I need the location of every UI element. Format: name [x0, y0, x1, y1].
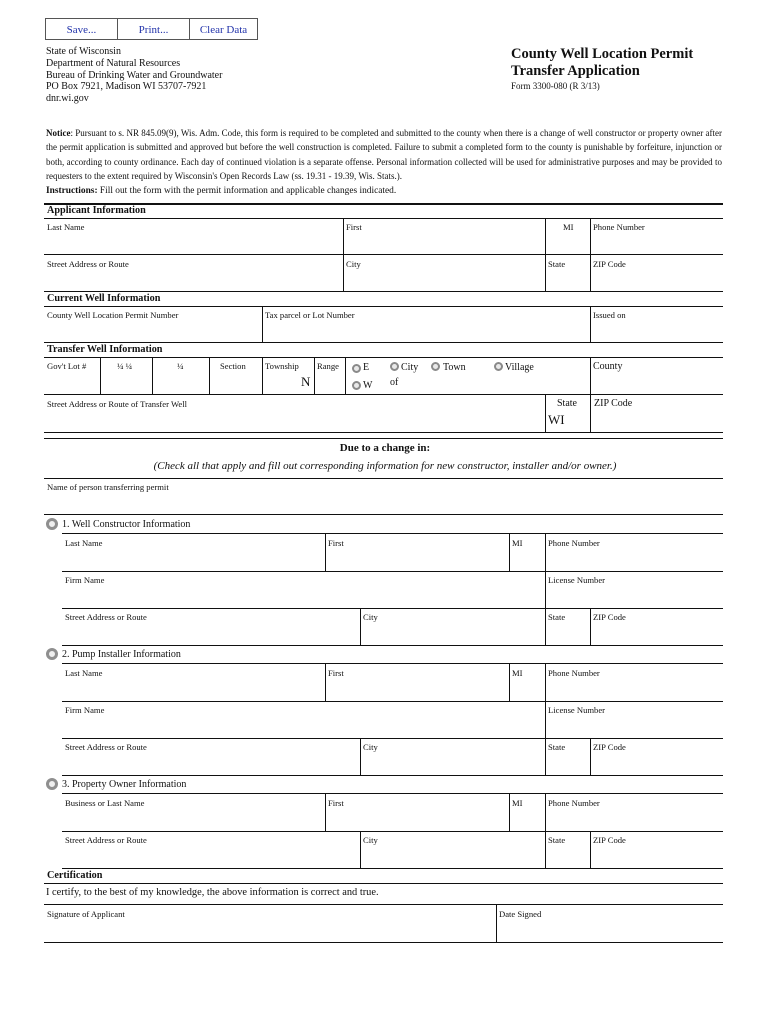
applicant-phone-field[interactable]: Phone Number — [593, 222, 645, 232]
transfer-zip-field[interactable]: ZIP Code — [594, 398, 633, 409]
of-label: of — [390, 377, 399, 388]
installer-zip-field[interactable]: ZIP Code — [593, 742, 626, 752]
applicant-street-field[interactable]: Street Address or Route — [47, 259, 129, 269]
issued-on-field[interactable]: Issued on — [593, 310, 626, 320]
transfer-street-field[interactable]: Street Address or Route of Transfer Well — [47, 399, 187, 409]
govt-lot-field[interactable]: Gov't Lot # — [47, 361, 87, 371]
applicant-mi-field[interactable]: MI — [563, 222, 574, 232]
transfer-state-label: State — [557, 398, 577, 409]
constructor-state-field[interactable]: State — [548, 612, 566, 622]
clear-data-button[interactable]: Clear Data — [189, 18, 258, 40]
owner-first-name-field[interactable]: First — [328, 798, 344, 808]
pump-installer-title: 2. Pump Installer Information — [62, 649, 181, 660]
installer-street-field[interactable]: Street Address or Route — [65, 742, 147, 752]
installer-firm-field[interactable]: Firm Name — [65, 705, 105, 715]
well-constructor-radio[interactable] — [46, 518, 58, 530]
property-owner-title: 3. Property Owner Information — [62, 779, 187, 790]
well-constructor-title: 1. Well Constructor Information — [62, 519, 191, 530]
pump-installer-radio[interactable] — [46, 648, 58, 660]
constructor-mi-field[interactable]: MI — [512, 538, 523, 548]
form-title-line: County Well Location Permit — [511, 46, 694, 62]
owner-last-name-field[interactable]: Business or Last Name — [65, 798, 145, 808]
agency-line: PO Box 7921, Madison WI 53707-7921 — [46, 81, 207, 93]
certification-statement: I certify, to the best of my knowledge, the above information is correct and true. — [46, 887, 379, 898]
installer-city-field[interactable]: City — [363, 742, 378, 752]
city-radio[interactable] — [390, 362, 399, 371]
certification-title: Certification — [47, 870, 103, 881]
village-label: Village — [505, 362, 534, 373]
form-number: Form 3300-080 (R 3/13) — [511, 81, 600, 91]
county-field[interactable]: County — [593, 361, 623, 372]
agency-line: State of Wisconsin — [46, 46, 121, 57]
owner-mi-field[interactable]: MI — [512, 798, 523, 808]
owner-zip-field[interactable]: ZIP Code — [593, 835, 626, 845]
transfer-state-value[interactable]: WI — [548, 412, 565, 427]
applicant-last-name-field[interactable]: Last Name — [47, 222, 85, 232]
constructor-zip-field[interactable]: ZIP Code — [593, 612, 626, 622]
range-east-radio[interactable] — [352, 364, 361, 373]
quarter-quarter-field[interactable]: ¼ ¼ — [117, 361, 133, 371]
save-button[interactable]: Save... — [45, 18, 118, 40]
constructor-license-field[interactable]: License Number — [548, 575, 606, 585]
town-radio[interactable] — [431, 362, 440, 371]
applicant-zip-field[interactable]: ZIP Code — [593, 259, 626, 269]
quarter-field[interactable]: ¼ — [177, 361, 184, 371]
current-well-section-title: Current Well Information — [47, 293, 161, 304]
owner-street-field[interactable]: Street Address or Route — [65, 835, 147, 845]
change-subheading: (Check all that apply and fill out corresponding information for new constructor, installer and/or owner.) — [153, 460, 617, 472]
installer-phone-field[interactable]: Phone Number — [548, 668, 600, 678]
agency-line: Department of Natural Resources — [46, 57, 181, 69]
form-title-line: Transfer Application — [511, 63, 640, 79]
township-field[interactable]: Township — [265, 361, 299, 371]
installer-last-name-field[interactable]: Last Name — [65, 668, 103, 678]
agency-line: dnr.wi.gov — [46, 93, 89, 105]
transferring-person-field[interactable]: Name of person transferring permit — [47, 482, 169, 492]
notice-text: : Pursuant to s. NR 845.09(9), Wis. Adm. Code, this form is required to be completed and submitted to the county when there is a change of well constructor or property owner after the permit application is submitted and approved but before the well construction is completed. Failure to submit a completed form to the county is punishable by forfeiture, injunction or both, according to county ordinance. Each day of continued violation is a separate offense. Personal information collected will be used for administrative purposes and may be provided to requesters to the extent required by Wisconsin's Open Records Law (ss. 19.31 - 19.39, Wis. Stats.). — [46, 128, 722, 182]
town-label: Town — [443, 362, 466, 373]
transfer-well-section-title: Transfer Well Information — [47, 344, 163, 355]
print-button[interactable]: Print... — [117, 18, 190, 40]
notice-label: Notice — [46, 128, 71, 138]
applicant-city-field[interactable]: City — [346, 259, 361, 269]
date-signed-field[interactable]: Date Signed — [499, 909, 542, 919]
city-label: City — [401, 362, 419, 373]
constructor-phone-field[interactable]: Phone Number — [548, 538, 600, 548]
village-radio[interactable] — [494, 362, 503, 371]
constructor-city-field[interactable]: City — [363, 612, 378, 622]
owner-state-field[interactable]: State — [548, 835, 566, 845]
constructor-street-field[interactable]: Street Address or Route — [65, 612, 147, 622]
applicant-section-title: Applicant Information — [47, 205, 146, 216]
constructor-firm-field[interactable]: Firm Name — [65, 575, 105, 585]
section-field[interactable]: Section — [220, 361, 246, 371]
change-heading: Due to a change in: — [339, 442, 431, 454]
range-west-label: W — [363, 380, 373, 391]
permit-number-field[interactable]: County Well Location Permit Number — [47, 310, 179, 320]
constructor-first-name-field[interactable]: First — [328, 538, 344, 548]
tax-parcel-field[interactable]: Tax parcel or Lot Number — [265, 310, 355, 320]
owner-phone-field[interactable]: Phone Number — [548, 798, 600, 808]
signature-field[interactable]: Signature of Applicant — [47, 909, 125, 919]
instructions-label: Instructions: — [46, 186, 98, 196]
form-title — [511, 46, 693, 80]
installer-mi-field[interactable]: MI — [512, 668, 523, 678]
installer-state-field[interactable]: State — [548, 742, 566, 752]
instructions-text: Fill out the form with the permit information and applicable changes indicated. — [97, 186, 397, 196]
agency-address — [46, 46, 222, 105]
applicant-first-name-field[interactable]: First — [346, 222, 362, 232]
applicant-state-field[interactable]: State — [548, 259, 566, 269]
notice-paragraph — [46, 126, 722, 184]
instructions — [46, 186, 396, 196]
agency-line: Bureau of Drinking Water and Groundwater — [46, 69, 223, 81]
range-field[interactable]: Range — [317, 361, 339, 371]
property-owner-radio[interactable] — [46, 778, 58, 790]
range-west-radio[interactable] — [352, 381, 361, 390]
range-east-label: E — [363, 362, 370, 373]
owner-city-field[interactable]: City — [363, 835, 378, 845]
installer-license-field[interactable]: License Number — [548, 705, 606, 715]
constructor-last-name-field[interactable]: Last Name — [65, 538, 103, 548]
township-north-value: N — [301, 374, 311, 389]
installer-first-name-field[interactable]: First — [328, 668, 344, 678]
